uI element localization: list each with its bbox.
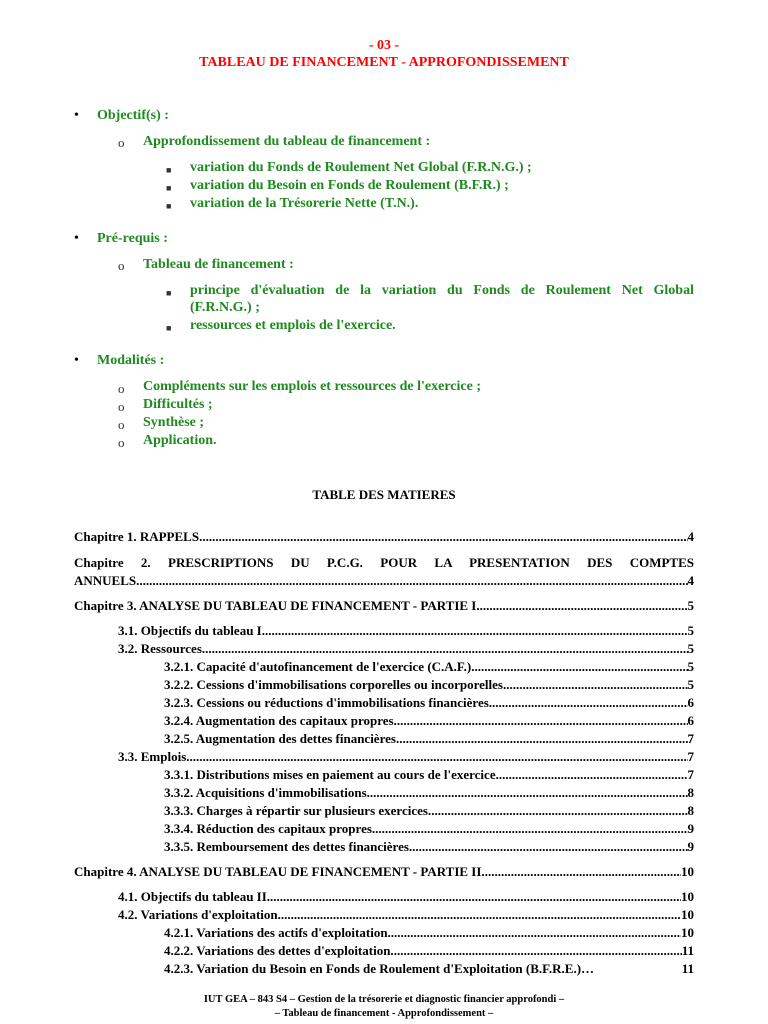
toc-entry[interactable]: Chapitre 3. ANALYSE DU TABLEAU DE FINANCEMENT - PARTIE I. ..... 5 [74, 598, 694, 616]
toc-entry[interactable]: Chapitre 4. ANALYSE DU TABLEAU DE FINANCEMENT - PARTIE II. ..... 10 [74, 864, 694, 882]
toc-entry[interactable]: 3.3.4. Réduction des capitaux propres. ..... 9 [164, 821, 694, 839]
toc-entry[interactable]: 3.2.3. Cessions ou réductions d'immobilisations financières. ..... 6 [164, 695, 694, 713]
square-bullet-icon: ■ [166, 323, 172, 333]
toc-entry-continuation[interactable]: ANNUELS ..... 4 [74, 573, 694, 591]
toc-entry[interactable]: 3.3.3. Charges à répartir sur plusieurs exercices. ..... 8 [164, 803, 694, 821]
toc-entry[interactable]: 3.3. Emplois. ..... 7 [118, 749, 694, 767]
list-item-continuation: (F.R.N.G.) ; [190, 300, 260, 315]
page-number: - 03 - [368, 38, 400, 53]
circle-bullet-icon: o [118, 399, 125, 414]
toc-entry[interactable]: 4.2.2. Variations des dettes d'exploitation. ..... 11 [164, 943, 694, 961]
sub-heading-objectifs: Approfondissement du tableau de financement : [143, 134, 431, 149]
square-bullet-icon: ■ [166, 288, 172, 298]
bullet-dot-icon: • [74, 108, 79, 123]
square-bullet-icon: ■ [166, 165, 172, 175]
circle-bullet-icon: o [118, 381, 125, 396]
circle-bullet-icon: o [118, 135, 125, 150]
footer-line: – Tableau de financement - Approfondissement – [274, 1008, 494, 1019]
section-label-objectifs: Objectif(s) : [97, 108, 169, 123]
toc-entry[interactable]: 4.2.3. Variation du Besoin en Fonds de Roulement d'Exploitation (B.F.R.E.)… 11 [164, 961, 694, 976]
list-item: variation du Besoin en Fonds de Roulement (B.F.R.) ; [190, 178, 509, 193]
square-bullet-icon: ■ [166, 183, 172, 193]
toc-entry[interactable]: 3.1. Objectifs du tableau I. ..... 5 [118, 623, 694, 641]
toc-entry[interactable]: 4.2.1. Variations des actifs d'exploitation. ..... 10 [164, 925, 694, 943]
toc-entry[interactable]: 4.1. Objectifs du tableau II. ..... 10 [118, 889, 694, 907]
toc-title: TABLE DES MATIERES [312, 487, 456, 502]
toc-entry[interactable]: Chapitre 2. PRESCRIPTIONS DU P.C.G. POUR LA PRESENTATION DES COMPTES [74, 555, 694, 570]
list-item: principe d'évaluation de la variation du Fonds de Roulement Net Global [190, 283, 694, 298]
toc-entry[interactable]: Chapitre 1. RAPPELS. ..... 4 [74, 529, 694, 547]
sub-heading-prerequis: Tableau de financement : [143, 257, 294, 272]
list-item: Synthèse ; [143, 415, 205, 430]
section-label-prerequis: Pré-requis : [97, 231, 168, 246]
bullet-dot-icon: • [74, 231, 79, 246]
circle-bullet-icon: o [118, 258, 125, 273]
list-item: variation du Fonds de Roulement Net Global (F.R.N.G.) ; [190, 160, 532, 175]
list-item: ressources et emplois de l'exercice. [190, 318, 396, 333]
toc-entry[interactable]: 3.2.1. Capacité d'autofinancement de l'exercice (C.A.F.). ..... 5 [164, 659, 694, 677]
toc-entry[interactable]: 3.2. Ressources. ..... 5 [118, 641, 694, 659]
bullet-dot-icon: • [74, 353, 79, 368]
list-item: variation de la Trésorerie Nette (T.N.). [190, 196, 419, 211]
list-item: Compléments sur les emplois et ressources de l'exercice ; [143, 379, 482, 394]
list-item: Application. [143, 433, 217, 448]
toc-entry[interactable]: 3.3.5. Remboursement des dettes financières ..... 9 [164, 839, 694, 857]
footer-line: IUT GEA – 843 S4 – Gestion de la trésorerie et diagnostic financier approfondi – [203, 994, 565, 1005]
toc-entry[interactable]: 3.2.2. Cessions d'immobilisations corporelles ou incorporelles ..... 5 [164, 677, 694, 695]
toc-entry[interactable]: 3.2.5. Augmentation des dettes financières. ..... 7 [164, 731, 694, 749]
square-bullet-icon: ■ [166, 201, 172, 211]
toc-entry[interactable]: 3.3.2. Acquisitions d'immobilisations. ..... 8 [164, 785, 694, 803]
toc-entry[interactable]: 3.3.1. Distributions mises en paiement au cours de l'exercice. ..... 7 [164, 767, 694, 785]
circle-bullet-icon: o [118, 417, 125, 432]
circle-bullet-icon: o [118, 435, 125, 450]
section-label-modalites: Modalités : [97, 353, 165, 368]
toc-entry[interactable]: 3.2.4. Augmentation des capitaux propres. ..... 6 [164, 713, 694, 731]
page-title: TABLEAU DE FINANCEMENT - APPROFONDISSEMENT [199, 55, 569, 70]
toc-entry[interactable]: 4.2. Variations d'exploitation. ..... 10 [118, 907, 694, 925]
list-item: Difficultés ; [143, 397, 213, 412]
